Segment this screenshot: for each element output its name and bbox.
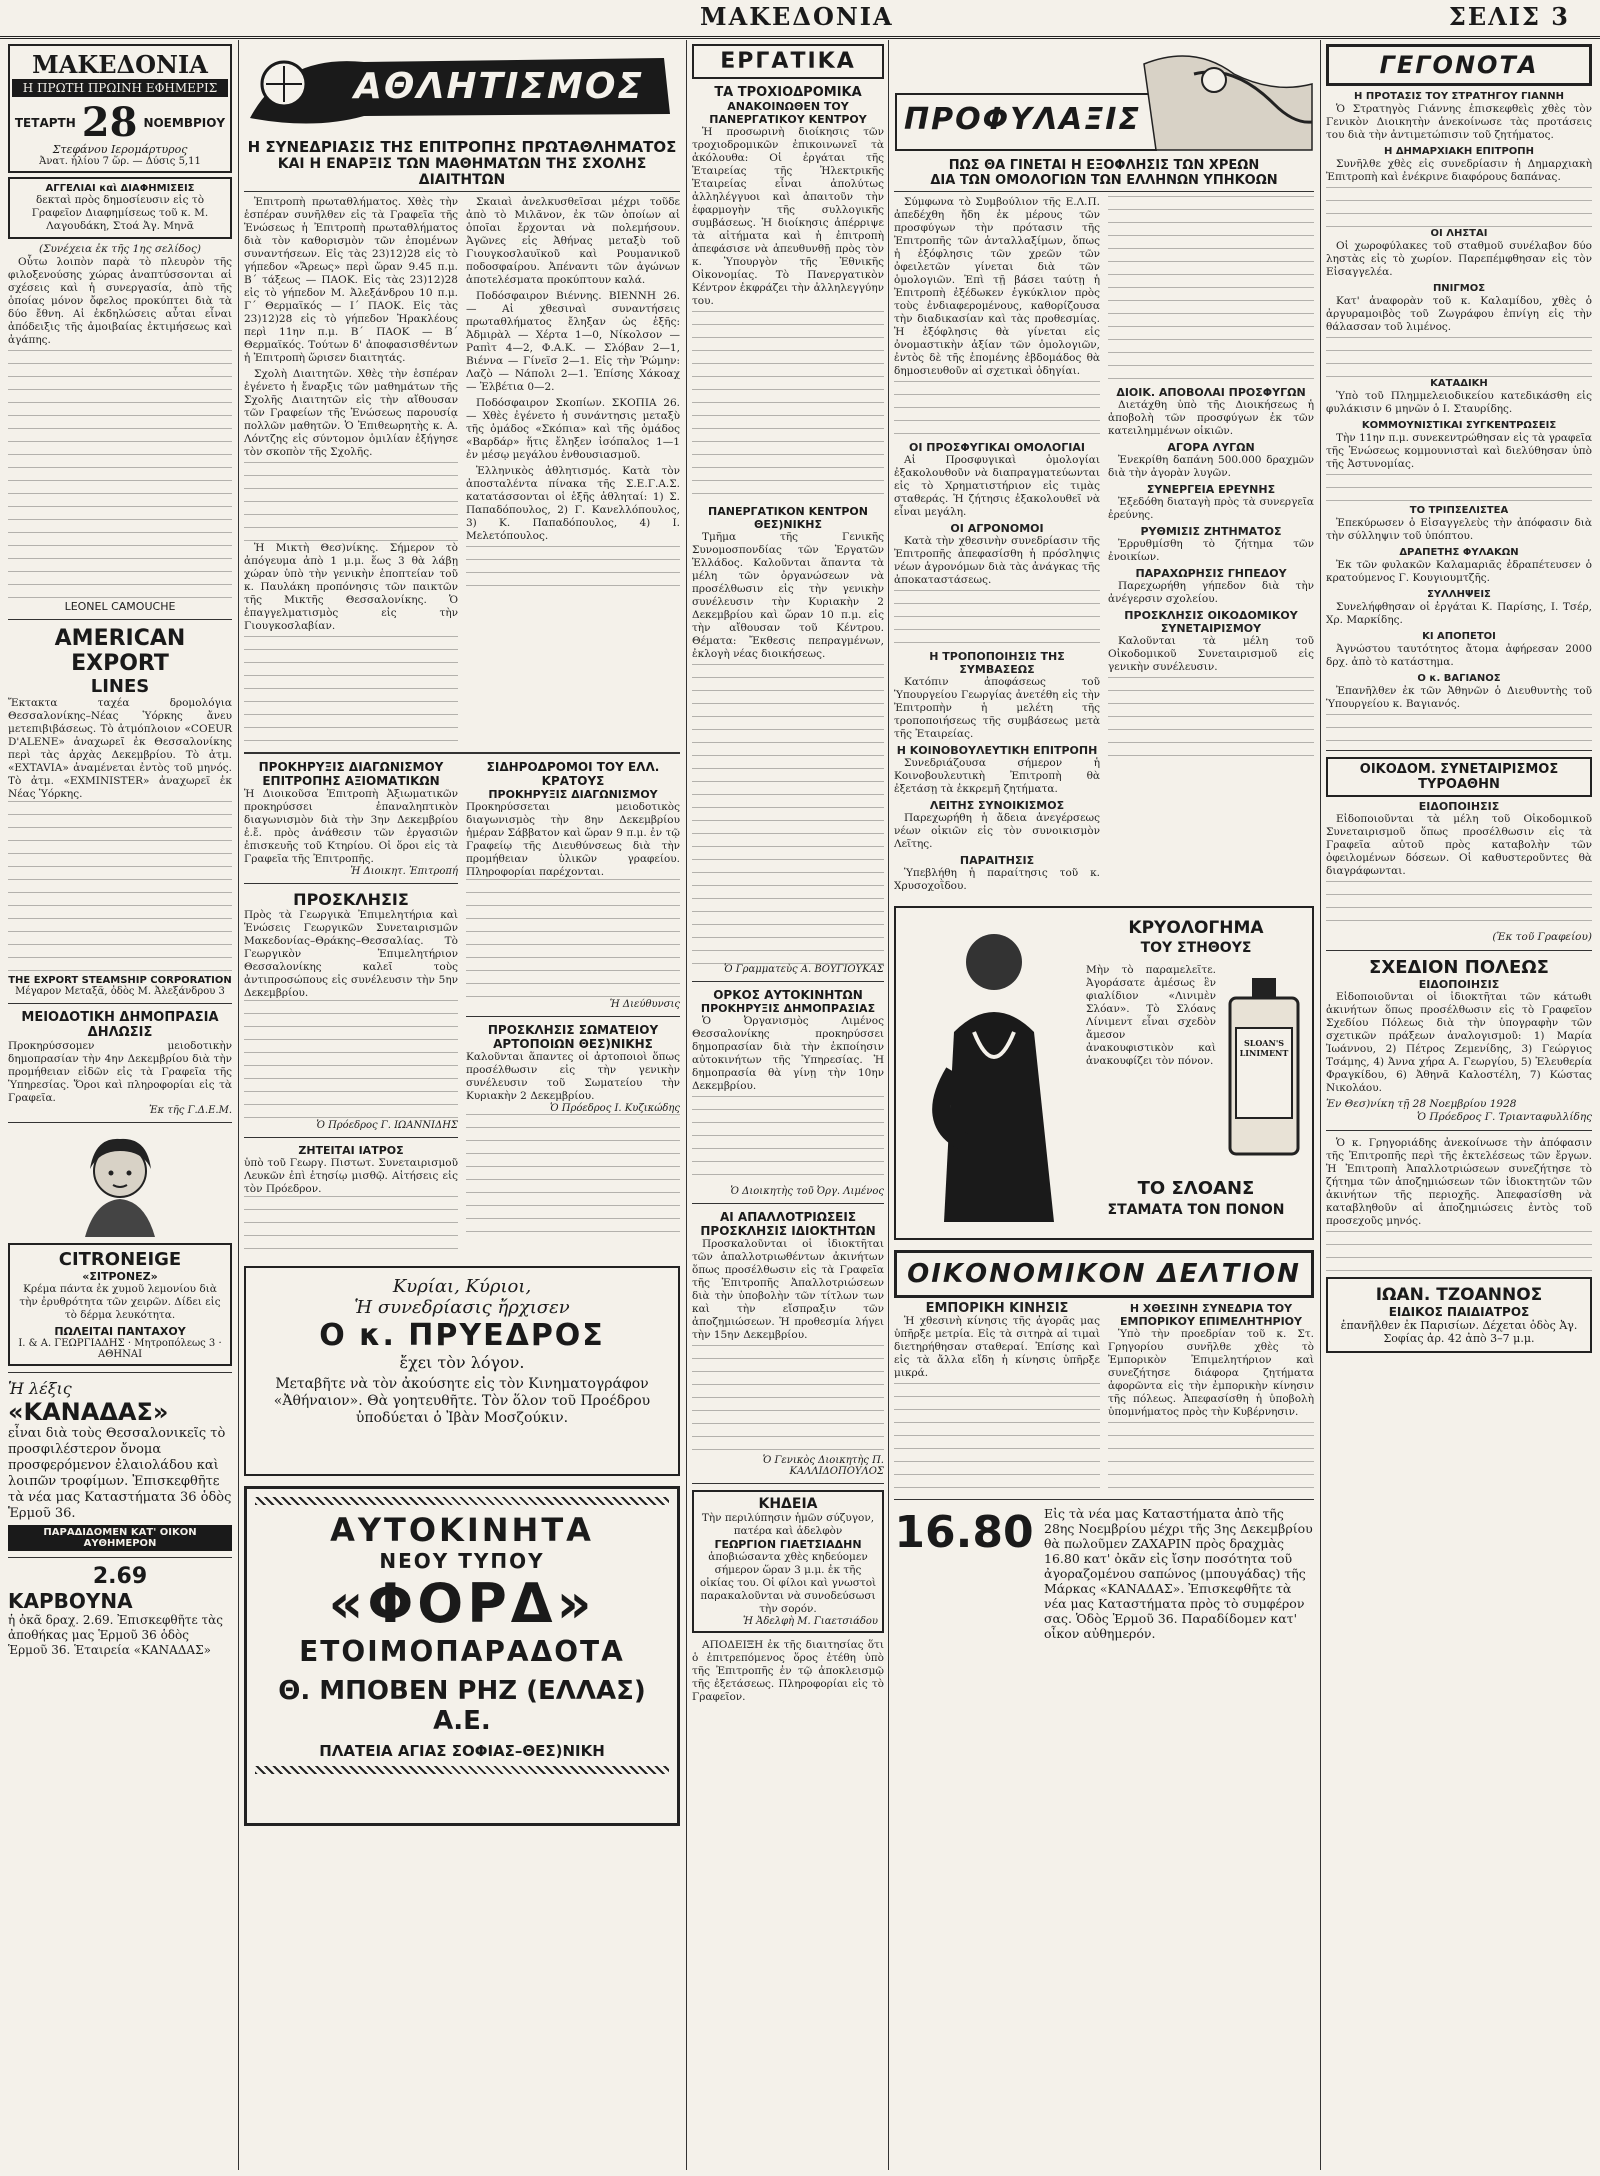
sloan-bottle-label: SLOAN'S LINIMENT: [1239, 1038, 1289, 1058]
youth-body-5: Συνεδριάζουσα σήμερον ἡ Κοινοβουλευτικὴ Ἐπιτροπὴ θὰ ἐξετάσῃ τὰ ἐκκρεμῆ ζητήματα.: [894, 757, 1100, 795]
events-h3: ΟΙ ΛΗΣΤΑΙ: [1430, 228, 1488, 239]
continued-body: Οὗτω λοιπὸν παρὰ τὸ πλευρὸν τῆς φιλοξενούσης χώρας ἀναπτύσσονται αἱ σχέσεις καὶ ἡ συνεργασία, ἀπὸ τῆς ὁποίας μόνον ὄφελος προκύπτει διὰ τὰ δύο ἔθνη. Αἱ ἐκδηλώσεις αὗται εἶναι ἀπόδειξις τῆς ἀμοιβαίας ἐκτιμήσεως καὶ ἀγάπης.: [8, 256, 232, 346]
lady-portrait-icon: [65, 1129, 175, 1239]
sports-article-1: Ἐπιτροπὴ πρωταθλήματος. Χθὲς τὴν ἑσπέραν συνῆλθεν εἰς τὰ Γραφεῖα τῆς Ἑνώσεως ἡ Ἐπιτροπὴ πρωταθλήματος διὰ τὸν καθορισμὸν τῶν ἑπομένων συναντήσεων. Εἰς τὰς 23)12)28 εἰς τὸ γήπεδον «Ἄρεως» περὶ ὥραν 9.45 π.μ. Β΄ τάξεως — ΠΑΟΚ. Εἰς τὰς 23)12)28 εἰς τὸ γήπεδον Μ. Ἀλεξάνδρου 10 π.μ. Γ΄ Θερμαϊκός — Ι΄ ΠΑΟΚ. Εἰς τὰς 23)12)28 εἰς τὸ γήπεδον Ἠρακλέους περὶ 11ην π.μ. Β΄ ΠΑΟΚ — Β΄ Θερμαϊκός. Τούτων δ' ἀποφασισθέντων ἡ Ἐπιτροπὴ ὥρισεν διαιτητάς.: [244, 196, 458, 364]
american-export-ad: [8, 626, 232, 997]
funeral-notice: [692, 1490, 884, 1633]
youth-body: Σύμφωνα τὸ Συμβούλιον τῆς Ε.Λ.Π. ἀπεδέχθη ἤδη ἐκ μέρους τῶν προσφύγων τὴν πρότασιν τῆς Ἐπιτροπῆς τῶν ἀνταλλαξίμων, ὅπως ἡ ἐξόφλησις τῶν χρεῶν τῶν ὀφειλετῶν γίνεται διὰ τῶν ὁμολογιῶν. Ἐπὶ τῇ βάσει ταύτῃ ἡ Ἐπιτροπὴ ἐξέδωκεν ἐγκύκλιον πρὸς τοὺς ἐνδιαφερομένους, καθορίζουσα τὴν διαδικασίαν καὶ τὰς προθεσμίας. Ἡ ἐξόφλησις θὰ γίνεται εἰς ὀνομαστικὴν ἀξίαν τῶν ὁμολογιῶν, ἐντὸς δὲ τῆς ἑπομένης ἑβδομάδος θὰ δημοσιευθοῦν αἱ σχετικαὶ ὁδηγίαι.: [894, 196, 1100, 377]
ford-ad: [244, 1486, 680, 1826]
zaxari-body: Εἰς τὰ νέα μας Καταστήματα ἀπὸ τῆς 28ης Νοεμβρίου μέχρι τῆς 3ης Δεκεμβρίου θὰ πωλοῦμεν ΖΑΧΑΡΙΝ πρὸς δραχμὰς 16.80 κατ' ὀκᾶν εἰς ἴσην ποσότητα τοῦ ἀγοραζομένου σαπώνος (μπουγάδας) τῆς Μάρκας «ΚΑΝΑΔΑΣ». Ἐπισκεφθῆτε τὰ νέα μας Καταστήματα πρὸς τὸ συμφέρον σας. Ὁδὸς Ἑρμοῦ 36. Παραδίδομεν κατ' οἶκον αὐθημερόν.: [1044, 1506, 1313, 1641]
page-header: [0, 0, 1600, 39]
builders-h1: ΕΙΔΟΠΟΙΗΣΙΣ: [1418, 800, 1500, 813]
events-b2: Συνῆλθε χθὲς εἰς συνεδρίασιν ἡ Δημαρχιακὴ Ἐπιτροπὴ καὶ ἐνέκρινε διαφόρους δαπάνας.: [1326, 158, 1592, 183]
column-labor: [692, 44, 884, 1707]
funeral-name: ΓΕΩΡΓΙΟΝ ΓΙΑΕΤΣΙΑΔΗΝ: [714, 1538, 862, 1551]
continued-head: (Συνέχεια ἐκ τῆς 1ης σελίδος): [38, 243, 202, 255]
pruearos-line2: Ἡ συνεδρίασις ἤρχισεν: [354, 1297, 570, 1318]
tzoannos-title: ΕΙΔΙΚΟΣ ΠΑΙΔΙΑΤΡΟΣ: [1388, 1305, 1530, 1319]
youth-colb-h4: ΡΥΘΜΙΣΙΣ ΖΗΤΗΜΑΤΟΣ: [1140, 525, 1282, 538]
events-h11: Ο κ. ΒΑΓΙΑΝΟΣ: [1417, 673, 1501, 684]
cars-sign: Ὁ Διοικητὴς τοῦ Ὀργ. Λιμένος: [730, 1186, 884, 1197]
youth-h3: ΟΙ ΠΡΟΣΦΥΓΙΚΑΙ ΟΜΟΛΟΓΙΑΙ: [908, 441, 1085, 454]
youth-h6: Η ΚΟΙΝΟΒΟΥΛΕΥΤΙΚΗ ΕΠΙΤΡΟΠΗ: [896, 744, 1098, 757]
reclining-figure-icon: [894, 44, 1314, 154]
sports-banner: [244, 44, 680, 130]
auction-sign: Ἐκ τῆς Γ.Δ.Ε.Μ.: [149, 1105, 232, 1116]
youth-h1: ΠΩΣ ΘΑ ΓΙΝΕΤΑΙ Η ΕΞΟΦΛΗΣΙΣ ΤΩΝ ΧΡΕΩΝ: [948, 158, 1260, 173]
zaxari-price: 16.80: [894, 1507, 1034, 1558]
sports-headline-2: ΚΑΙ Η ΕΝΑΡΞΙΣ ΤΩΝ ΜΑΘΗΜΑΤΩΝ ΤΗΣ ΣΧΟΛΗΣ ΔΙΑΙΤΗΤΩΝ: [244, 156, 680, 192]
plan-b1: Εἰδοποιοῦνται οἱ ἰδιοκτῆται τῶν κάτωθι ἀκινήτων ὅπως προσέλθωσιν εἰς τὸ Γραφεῖον Σχεδίου Πόλεως διὰ τὴν ὑπογραφὴν τῶν σχετικῶν πράξεων ἀναλογισμοῦ: 1) Μαρία Ἰωάννου, 2) Πέτρος Ζεμενίδης, 3) Γεώργιος Τσάμης, 4) Ἀννα χήρα Α. Γεωργίου, 5) Ἐλευθερία Φραγκίδου, 6) Ἀθηνᾶ Καλοστέλη, 7) Κώστας Νικολάου.: [1326, 991, 1592, 1094]
column-sports: [244, 44, 680, 1826]
sports-banner-title: ΑΘΛΗΤΙΣΜΟΣ: [354, 66, 645, 107]
american-agent: THE EXPORT STEAMSHIP CORPORATION: [8, 975, 232, 986]
american-sub: LINES: [90, 676, 150, 697]
economy-h2: Η ΧΘΕΣΙΝΗ ΣΥΝΕΔΡΙΑ ΤΟΥ ΕΜΠΟΡΙΚΟΥ ΕΠΙΜΕΛΗΤΗΡΙΟΥ: [1119, 1302, 1302, 1328]
masthead-date: 28: [81, 99, 138, 146]
expropriation-sign: Ὁ Γενικὸς Διοικητὴς Π. ΚΑΛΛΙΔΟΠΟΥΛΟΣ: [762, 1455, 884, 1477]
youth-body-7: Ὑπεβλήθη ἡ παραίτησις τοῦ κ. Χρυσοχοῒδου.: [894, 867, 1100, 892]
masthead-subtitle: Η ΠΡΩΤΗ ΠΡΩΙΝΗ ΕΦΗΜΕΡΙΣ: [12, 79, 228, 97]
events-h9: ΣΥΛΛΗΨΕΙΣ: [1427, 589, 1491, 600]
labor-h3: ΠΑΝΕΡΓΑΤΙΚΟΝ ΚΕΝΤΡΟΝ ΘΕΣ)ΝΙΚΗΣ: [708, 505, 868, 531]
sloan-body: Μὴν τὸ παραμελεῖτε. Ἀγοράσατε ἀμέσως ἓν φιαλίδιον «Λινιμὲν Σλόαν». Τὸ Σλόανς Λίνιμεντ εἶναι σχεδὸν ἄμεσον ἀνακουφιστικὸν καὶ ἀνακουφίζει τὸν πόνον.: [1086, 964, 1216, 1067]
railway-body: Προκηρύσσεται μειοδοτικὸς διαγωνισμὸς τὴν 8ην Δεκεμβρίου ἡμέραν Σάββατον καὶ ὥραν 9 π.μ. ἐν τῷ Γραφείῳ τῆς Διευθύνσεως διὰ τὴν προμήθειαν ὑλικῶν γραφείου. Πληροφορίαι παρέχονται.: [466, 801, 680, 878]
youth-body-4: Κατόπιν ἀποφάσεως τοῦ Ὑπουργείου Γεωργίας ἀνετέθη εἰς τὴν Ἐπιτροπὴν ἡ μελέτη τῆς τροποποιήσεως τῆς συμβάσεως μετὰ τῆς Ἐταιρείας.: [894, 676, 1100, 740]
coal-ad: [8, 1564, 232, 1658]
tzoannos-name: ΙΩΑΝ. ΤΖΟΑΝΝΟΣ: [1375, 1285, 1543, 1305]
auction-title: ΜΕΙΟΔΟΤΙΚΗ ΔΗΜΟΠΡΑΣΙΑ: [21, 1010, 219, 1025]
labor-h2: ΑΝΑΚΟΙΝΩΘΕΝ ΤΟΥ ΠΑΝΕΡΓΑΤΙΚΟΥ ΚΕΝΤΡΟΥ: [709, 100, 867, 126]
invitations-title: ΠΡΟΣΚΛΗΣΙΣ: [293, 890, 409, 909]
man-figure-icon: [904, 922, 1074, 1222]
funeral-body: Τὴν περιλύπησιν ἡμῶν σύζυγον, πατέρα καὶ ἀδελφὸν: [701, 1512, 875, 1537]
bakers-sign: Ὁ Πρόεδρος Ι. Κυζικώδης: [550, 1103, 680, 1114]
events-b10: Ἀγνώστου ταυτότητος ἄτομα ἀφήρεσαν 2000 δρχ. ἀπὸ τὸ κατάστημα.: [1326, 643, 1592, 668]
events-b4: Κατ' ἀναφορὰν τοῦ κ. Καλαμίδου, χθὲς ὁ ἀργυραμοιβὸς τοῦ Ζωγράφου ἐπνίγη εἰς τὴν θάλασσαν τοῦ λιμένος.: [1326, 295, 1592, 333]
expropriation-h1: ΑΙ ΑΠΑΛΛΟΤΡΙΩΣΕΙΣ: [719, 1210, 857, 1224]
labor-banner: [692, 44, 884, 79]
youth-h7: ΛΕΙΤΗΣ ΣΥΝΟΙΚΙΣΜΟΣ: [929, 799, 1065, 812]
citroneige-addr: Ι. & Α. ΓΕΩΡΓΙΑΔΗΣ · Μητροπόλεως 3 · ΑΘΗΝΑΙ: [18, 1338, 222, 1360]
masthead: [8, 44, 232, 173]
auction-notice: [8, 1010, 232, 1116]
events-b9: Συνελήφθησαν οἱ ἐργάται Κ. Παρίσης, Ι. Τσέρ, Χρ. Μαρκίδης.: [1326, 601, 1592, 626]
tenders-body: Ἡ Διοικοῦσα Ἐπιτροπὴ Ἀξιωματικῶν προκηρύσσει ἐπαναληπτικὸν διαγωνισμὸν διὰ τὴν 3ην Δεκεμβρίου ἐ.ἔ. πρὸς ἀνάθεσιν τῶν ἐργασιῶν ἐπισκευῆς τοῦ Κτηρίου. Οἱ ὅροι εἰς τὰ Γραφεῖα τῆς Ἐπιτροπῆς.: [244, 788, 458, 865]
coal-body: ἡ ὀκᾶ δραχ. 2.69. Ἐπισκεφθῆτε τὰς ἀποθήκας μας Ἑρμοῦ 36 ὁδὸς Ἑρμοῦ 36. Ἑταιρεία «ΚΑΝΑΔΑΣ»: [8, 1613, 223, 1657]
pruearos-body: Μεταβῆτε νὰ τὸν ἀκούσητε εἰς τὸν Κινηματογράφον «Ἀθήναιον». Θὰ γοητευθῆτε. Τὸν ὅλον τοῦ Προέδρου ὑποδύεται ὁ Ἰβὰν Μοσζούκιν.: [273, 1376, 651, 1426]
continued-sign: LEONEL CAMOUCHE: [64, 600, 176, 613]
events-b7: Ἐπεκύρωσεν ὁ Εἰσαγγελεὺς τὴν ἀπόφασιν διὰ τὴν σύλληψιν τοῦ ὑπόπτου.: [1326, 517, 1592, 542]
column-left: [8, 44, 232, 1658]
liniment-bottle-icon: [1222, 978, 1306, 1158]
sports-headline: Η ΣΥΝΕΔΡΙΑΣΙΣ ΤΗΣ ΕΠΙΤΡΟΠΗΣ ΠΡΩΤΑΘΛΗΜΑΤΟΣ: [247, 138, 677, 156]
pruearos-line1: Κυρίαι, Κύριοι,: [392, 1276, 532, 1297]
paper-name: ΜΑΚΕΔΟΝΙΑ: [700, 2, 894, 31]
economy-h1: ΕΜΠΟΡΙΚΗ ΚΙΝΗΣΙΣ: [925, 1301, 1069, 1316]
labor-sign: Ὁ Γραμματεὺς Α. ΒΟΥΓΙΟΥΚΑΣ: [723, 964, 884, 975]
citroneige-ad: [8, 1129, 232, 1366]
economy-banner-title: ΟΙΚΟΝΟΜΙΚΟΝ ΔΕΛΤΙΟΝ: [907, 1259, 1301, 1289]
cars-body: Ὁ Ὀργανισμὸς Λιμένος Θεσσαλονίκης προκηρύσσει δημοπρασίαν διὰ τὴν ἐκποίησιν αὐτοκινήτων τῆς Ὑπηρεσίας. Ἡ δημοπρασία θὰ γίνῃ τὴν 10ην Δεκεμβρίου.: [692, 1015, 884, 1092]
railway-sign: Ἡ Διεύθυνσις: [609, 999, 680, 1010]
notices-right: [466, 760, 680, 1256]
coal-word: ΚΑΡΒΟΥΝΑ: [8, 1589, 133, 1613]
youth-banner-title: ΠΡΟΦΥΛΑΞΙΣ: [904, 102, 1141, 137]
events-b6: Τὴν 11ην π.μ. συνεκεντρώθησαν εἰς τὰ γραφεῖα τῆς Ἑνώσεως κομμουνισταὶ καὶ διελύθησαν ὑπὸ τῆς Ἀστυνομίας.: [1326, 432, 1592, 470]
funeral-body-2: ἀποβιώσαντα χθὲς κηδεύομεν σήμερον ὥραν 3 μ.μ. ἐκ τῆς οἰκίας του. Οἱ φίλοι καὶ γνωστοὶ παρακαλοῦνται νὰ συνοδεύσωσι τὴν σορόν.: [699, 1551, 877, 1615]
plan-h1: ΕΙΔΟΠΟΙΗΣΙΣ: [1418, 978, 1500, 991]
plan-sign: Ὁ Πρόεδρος Γ. Τριανταφυλλίδης: [1417, 1111, 1592, 1123]
plan-title: ΣΧΕΔΙΟΝ ΠΟΛΕΩΣ: [1369, 957, 1549, 978]
masthead-saint: Στεφάνου Ιερομάρτυρος: [52, 143, 188, 156]
ford-line1: ΑΥΤΟΚΙΝΗΤΑ: [330, 1511, 594, 1549]
youth-colb-h5: ΠΑΡΑΧΩΡΗΣΙΣ ΓΗΠΕΔΟΥ: [1135, 567, 1287, 580]
sports-article-5: Ποδόσφαιρον Βιέννης. ΒΙΕΝΝΗ 26. — Αἱ χθεσιναὶ συναντήσεις πρωταθλήματος ἔληξαν ὡς ἑξῆς: Ἀδμιρὰλ — Χέρτα 1—0, Νίκολσον — Ραπὶτ 4—2, Φ.Α.Κ. — Σλόβαν 2—1, Βιέννα — Γίνεϊσ 2—1. Εἰς τὴν Ῥώμην: Λαζὸ — Νάπολι 2—1. Ἐπίσης Χάκοαχ — Ἐλβέτια 0—2.: [466, 290, 680, 393]
sloan-name: ΤΟ ΣΛΟΑΝΣ: [1137, 1178, 1255, 1199]
events-banner: [1326, 44, 1592, 86]
builders-banner-title: ΟΙΚΟΔΟΜ. ΣΥΝΕΤΑΙΡΙΣΜΟΣ ΤΥΡΟΑΘΗΝ: [1359, 762, 1559, 792]
zaxari-ad: [894, 1506, 1314, 1641]
kanadas-intro: Ἡ λέξις: [8, 1379, 72, 1398]
sports-article-2: Σχολὴ Διαιτητῶν. Χθὲς τὴν ἑσπέραν ἐγένετο ἡ ἔναρξις τῶν μαθημάτων τῆς Σχολῆς Διαιτητῶν εἰς τὴν αἴθουσαν τῶν Γραφείων τῆς Ἑνώσεως παρουσίᾳ πολλῶν μαθητῶν. Ὁ Ἐπιθεωρητὴς κ. Α. Λόντζης εἰς σύντομον ὁμιλίαν ἐξήγησε τὸν σκοπὸν τῆς Σχολῆς.: [244, 368, 458, 458]
youth-body-6: Παρεχωρήθη ἡ ἄδεια ἀνεγέρσεως νέων οἰκιῶν εἰς τὸν συνοικισμὸν Λεῖτης.: [894, 812, 1100, 850]
auction-body: Προκηρύσσομεν μειοδοτικὴν δημοπρασίαν τὴν 4ην Δεκεμβρίου διὰ τὴν προμήθειαν εἰδῶν εἰς τὰ Γραφεῖα τῆς Ὑπηρεσίας. Ὅροι καὶ πληροφορίαι εἰς τὰ Γραφεῖα.: [8, 1040, 232, 1104]
youth-colb-b5: Παρεχωρήθη γήπεδον διὰ τὴν ἀνέγερσιν σχολείου.: [1108, 580, 1314, 605]
ford-line3: ΕΤΟΙΜΟΠΑΡΑΔΟΤΑ: [299, 1635, 625, 1668]
notices-left: [244, 760, 458, 1256]
pruearos-name: Ο κ. ΠΡΥΕΔΡΟΣ: [319, 1318, 605, 1353]
events-b5: Ὑπὸ τοῦ Πλημμελειοδικείου κατεδικάσθη εἰς φυλάκισιν 6 μηνῶν ὁ Ι. Σταυρίδης.: [1326, 390, 1592, 415]
events-h8: ΔΡΑΠΕΤΗΣ ΦΥΛΑΚΩΝ: [1399, 547, 1519, 558]
classifieds-box: [8, 177, 232, 239]
economy-body-1: Ἡ χθεσινὴ κίνησις τῆς ἀγορᾶς μας ὑπῆρξε μετρία. Εἰς τὰ σιτηρὰ αἱ τιμαὶ διετηρήθησαν σταθεραί. Ἐπίσης καὶ εἰς τὰ ἄλλα εἴδη ἡ κίνησις ὑπῆρξε μικρά.: [894, 1315, 1100, 1379]
sloan-h2: ΤΟΥ ΣΤΗΘΟΥΣ: [1140, 940, 1252, 956]
events-b1: Ὁ Στρατηγὸς Γιάννης ἐπισκεφθεὶς χθὲς τὸν Γενικὸν Διοικητὴν ἀνεκοίνωσε τὰς προτάσεις του διὰ τὴν ἀντιμετώπισιν τοῦ ζητήματος.: [1326, 103, 1592, 141]
masthead-title: ΜΑΚΕΔΟΝΙΑ: [32, 50, 208, 79]
labor-body-2: Τμῆμα τῆς Γενικῆς Συνομοσπονδίας τῶν Ἐργατῶν Ἑλλάδος. Καλοῦνται ἅπαντα τὰ μέλη τῶν ὀργανώσεων νὰ προσέλθωσιν εἰς τὴν γενικὴν συνέλευσιν τὴν Κυριακὴν 2 Δεκεμβρίου καὶ ὥραν 10 π.μ. εἰς τὴν αἴθουσαν τοῦ Κέντρου. Θέματα: Ἔκθεσις πεπραγμένων, ἐκλογὴ νέας διοικήσεως.: [692, 531, 884, 660]
youth-colb-h6: ΠΡΟΣΚΛΗΣΙΣ ΟΙΚΟΔΟΜΙΚΟΥ ΣΥΝΕΤΑΙΡΙΣΜΟΥ: [1124, 609, 1298, 635]
youth-colb-h3: ΣΥΝΕΡΓΕΙΑ ΕΡΕΥΝΗΣ: [1146, 483, 1276, 496]
kanadas-foot: ΠΑΡΑΔΙΔΟΜΕΝ ΚΑΤ' ΟΙΚΟΝ ΑΥΘΗΜΕΡΟΝ: [8, 1525, 232, 1551]
youth-body-2: Αἱ Προσφυγικαὶ ὁμολογίαι ἐξακολουθοῦν νὰ διαπραγματεύωνται εἰς τὸ Χρηματιστήριον εἰς τιμὰς σταθεράς. Ἡ ζήτησις ἐξακολουθεῖ νὰ εἶναι μεγάλη.: [894, 454, 1100, 518]
citroneige-body: Κρέμα πάντα ἐκ χυμοῦ λεμονίου διὰ τὴν ἐρυθρότητα τῶν χειρῶν. Δίδει εἰς τὸ δέρμα λευκότητα.: [19, 1283, 221, 1321]
youth-body-3: Κατὰ τὴν χθεσινὴν συνεδρίασιν τῆς Ἐπιτροπῆς ἀπεφασίσθη ἡ πρόσληψις νέων ἀγρονόμων διὰ τὰς ἀνάγκας τῆς ἀποκαταστάσεως.: [894, 535, 1100, 586]
ford-addr: ΠΛΑΤΕΙΑ ΑΓΙΑΣ ΣΟΦΙΑΣ–ΘΕΣ)ΝΙΚΗ: [319, 1742, 605, 1760]
youth-colb-h1: ΔΙΟΙΚ. ΑΠΟΒΟΛΑΙ ΠΡΟΣΦΥΓΩΝ: [1116, 386, 1306, 399]
youth-h2: ΔΙΑ ΤΩΝ ΟΜΟΛΟΓΙΩΝ ΤΩΝ ΕΛΛΗΝΩΝ ΥΠΗΚΟΩΝ: [894, 173, 1314, 192]
youth-colb-b6: Καλοῦνται τὰ μέλη τοῦ Οἰκοδομικοῦ Συνεταιρισμοῦ εἰς γενικὴν συνέλευσιν.: [1108, 635, 1314, 673]
cars-h1: ΟΡΚΟΣ ΑΥΤΟΚΙΝΗΤΩΝ: [713, 988, 863, 1002]
masthead-month: ΝΟΕΜΒΡΙΟΥ: [143, 116, 226, 130]
masthead-sun: Ἀνατ. ἡλίου 7 ὥρ. — Δύσις 5,11: [39, 156, 201, 167]
tzoannos-ad: [1326, 1277, 1592, 1353]
tenders-sign: Ἡ Διοικητ. Ἐπιτροπή: [350, 866, 458, 877]
events-h6: ΚΟΜΜΟΥΝΙΣΤΙΚΑΙ ΣΥΓΚΕΝΤΡΩΣΕΙΣ: [1361, 420, 1557, 431]
sports-article-3: Ἡ Μικτὴ Θεσ)νίκης. Σήμερον τὸ ἀπόγευμα ἀπὸ 1 μ.μ. ἕως 3 θὰ λάβῃ χώραν ὑπὸ τὴν γενικὴν ἐποπτείαν τοῦ κ. Παυλάκη προπόνησις τῶν παικτῶν τῆς Μικτῆς Θεσσαλονίκης. Ὁ ἐπαγγελματισμὸς εἰς τὴν Γιουγκοσλαβίαν.: [244, 542, 458, 632]
events-b11: Ἐπανῆλθεν ἐκ τῶν Ἀθηνῶν ὁ Διευθυντὴς τοῦ Ὑπουργείου κ. Βαγιανός.: [1326, 685, 1592, 710]
cars-h2: ΠΡΟΚΗΡΥΞΙΣ ΔΗΜΟΠΡΑΣΙΑΣ: [700, 1002, 876, 1015]
sloan-h1: ΚΡΥΟΛΟΓΗΜΑ: [1128, 918, 1264, 938]
doctor-body: ὑπὸ τοῦ Γεωργ. Πιστωτ. Συνεταιρισμοῦ Λευκῶν ἐπὶ ἐτησίῳ μισθῷ. Αἰτήσεις εἰς τὸν Πρόεδρον.: [244, 1157, 458, 1195]
american-addr: Μέγαρον Μεταξᾶ, ὁδὸς Μ. Ἀλεξάνδρου 3: [15, 986, 225, 997]
youth-colb-b3: Ἐξεδόθη διαταγὴ πρὸς τὰ συνεργεῖα ἐρεύνης.: [1108, 496, 1314, 521]
kanadas-body: εἶναι διὰ τοὺς Θεσσαλονικεῖς τὸ προσφιλέστερον ὄνομα προσφερόμενον ἐλαιολάδου καὶ λοιπῶν τροφίμων. Ἐπισκεφθῆτε τὰ νέα μας Καταστήματα 36 ὁδὸς Ἑρμοῦ 36.: [8, 1426, 232, 1521]
citroneige-sub: «ΣΙΤΡΟΝΕΖ»: [82, 1270, 158, 1283]
events-h1: Η ΠΡΟΤΑΣΙΣ ΤΟΥ ΣΤΡΑΤΗΓΟΥ ΓΙΑΝΝΗ: [1354, 91, 1564, 102]
citroneige-agent: ΠΩΛΕΙΤΑΙ ΠΑΝΤΑΧΟΥ: [54, 1325, 186, 1338]
doctor-title: ΖΗΤΕΙΤΑΙ ΙΑΤΡΟΣ: [298, 1144, 404, 1157]
kanadas-word: «ΚΑΝΑΔΑΣ»: [8, 1398, 169, 1426]
ford-dealer: Θ. ΜΠΟΒΕΝ ΡΗΖ (ΕΛΛΑΣ) Α.Ε.: [278, 1676, 646, 1736]
youth-colb-b2: Ἐνεκρίθη δαπάνη 500.000 δραχμῶν διὰ τὴν ἀγορὰν λυγῶν.: [1108, 454, 1314, 479]
pruearos-ad: [244, 1266, 680, 1476]
events-h5: ΚΑΤΑΔΙΚΗ: [1430, 378, 1488, 389]
sports-article-7: Ἑλληνικὸς ἀθλητισμός. Κατὰ τὸν ἀποσταλέντα πίνακα τῆς Σ.Ε.Γ.Α.Σ. κατατάσσονται οἱ ἑξῆς ἀθληταί: 1) Σ. Παπαδόπουλος, 2) Γ. Κανελλόπουλος, 3) Κ. Παπαδόπουλος, 4) Ι. Μελετόπουλος.: [466, 465, 680, 542]
plan-b2: Ὁ κ. Γρηγοριάδης ἀνεκοίνωσε τὴν ἀπόφασιν τῆς Ἐπιτροπῆς περὶ τῆς ἐκτελέσεως τῶν ἔργων. Ἡ Ἐπιτροπὴ Ἀπαλλοτριώσεων συνεζήτησε τὸ ζήτημα τῶν ἀποζημιώσεων τῶν ἰδιοκτητῶν τῶν ἀκινήτων τῆς περιοχῆς. Ἀπεφασίσθη νὰ καταβληθοῦν αἱ ἀποζημιώσεις ἐντὸς τοῦ προσεχοῦς μηνός.: [1326, 1137, 1592, 1227]
events-h2: Η ΔΗΜΑΡΧΙΑΚΗ ΕΠΙΤΡΟΠΗ: [1383, 146, 1535, 157]
bakers-body: Καλοῦνται ἅπαντες οἱ ἀρτοποιοὶ ὅπως προσέλθωσιν εἰς τὴν γενικὴν συνέλευσιν τοῦ Σωματείου τὴν Κυριακὴν 2 Δεκεμβρίου.: [466, 1051, 680, 1102]
masthead-day: ΤΕΤΑΡΤΗ: [14, 116, 76, 130]
ford-line2: ΝΕΟΥ ΤΥΠΟΥ: [379, 1549, 545, 1573]
youth-h8: ΠΑΡΑΙΤΗΣΙΣ: [959, 854, 1035, 867]
youth-colb-b1: Διετάχθη ὑπὸ τῆς Διοικήσεως ἡ ἀποβολὴ τῶν προσφύγων ἐκ τῶν κατειλημμένων οἰκιῶν.: [1108, 399, 1314, 437]
builders-banner: [1326, 757, 1592, 797]
sports-article-4: Σκαιαὶ ἀνελκυσθεῖσαι μέχρι τοῦδε ἀπὸ τὸ Μιλᾶνον, ἐκ τῶν ὁποίων αἱ ὁποῖαι ἔρχονται νὰ πολεμήσουν. Ἀγῶνες εἰς Ἀθήνας μεταξὺ τοῦ Γιουγκοσλαυϊκοῦ καὶ Ρουμανικοῦ ποδοσφαίρου. Ἀπέναντι τῶν ἀγώνων ἀποτελέσματα προκύπτουν καλά.: [466, 196, 680, 286]
pruearos-line3: ἔχει τὸν λόγον.: [399, 1353, 525, 1372]
labor-body: Ἡ προσωρινὴ διοίκησις τῶν τροχιοδρομικῶν ἐπικοινωνεῖ τὰ ἀκόλουθα: Οἱ ἐργάται τῆς Ἑταιρείας τῆς Ἠλεκτρικῆς Ἑταιρείας εἶναι ἀπολύτως ἀλληλέγγυοι καὶ ἀπαιτοῦν τὴν ἐφαρμογὴν τῆς συλλογικῆς συμβάσεως. Ἡ διοίκησις ἀπέρριψε τὰ αἰτήματα καὶ ἡ ἐπιτροπὴ ἀπεφάσισε νὰ ἀπευθυνθῇ πρὸς τὸν κ. Ὑπουργὸν τῆς Ἐθνικῆς Οἰκονομίας. Τὸ Πανεργατικὸν Κέντρον ἐκφράζει τὴν ἀλληλεγγύην του.: [692, 126, 884, 307]
events-b8: Ἐκ τῶν φυλακῶν Καλαμαριᾶς ἐδραπέτευσεν ὁ κρατούμενος Γ. Κουγιουμτζῆς.: [1326, 559, 1592, 584]
bakers-title: ΠΡΟΣΚΛΗΣΙΣ ΣΩΜΑΤΕΙΟΥ ΑΡΤΟΠΟΙΩΝ ΘΕΣ)ΝΙΚΗΣ: [487, 1023, 659, 1051]
railway-sub: ΠΡΟΚΗΡΥΞΙΣ ΔΙΑΓΩΝΙΣΜΟΥ: [488, 788, 658, 801]
tzoannos-body: ἐπανῆλθεν ἐκ Παρισίων. Δέχεται ὁδὸς Ἀγ. Σοφίας ἀρ. 42 ἀπὸ 3–7 μ.μ.: [1340, 1319, 1578, 1345]
continued-article: [8, 243, 232, 613]
events-h4: ΠΝΙΓΜΟΣ: [1432, 283, 1486, 294]
sloan-tag: ΣΤΑΜΑΤΑ ΤΟΝ ΠΟΝΟΝ: [1107, 1202, 1285, 1218]
acquittal-body: ΑΠΟΔΕΙΞΗ ἐκ τῆς διαιτησίας ὅτι ὁ ἐπιτρεπόμενος ὅρος ἐτέθη ὑπὸ τῆς Ἐπιτροπῆς ἐν τῷ ἀποκλεισμῷ τῆς ἐξετάσεως. Πληροφορίαι εἰς τὸ Γραφεῖον.: [692, 1639, 884, 1703]
expropriation-body: Προσκαλοῦνται οἱ ἰδιοκτῆται τῶν ἀπαλλοτριωθέντων ἀκινήτων ὅπως προσέλθωσιν εἰς τὰ Γραφεῖα τῆς Ἐπιτροπῆς Ἀπαλλοτριώσεων διὰ τὴν ὑποβολὴν τῶν τίτλων των καὶ τὴν εἴσπραξιν τῶν ἀποζημιώσεων. Ἡ προθεσμία λήγει τὴν 15ην Δεκεμβρίου.: [692, 1238, 884, 1341]
column-events: [1326, 44, 1592, 1353]
sports-article-6: Ποδόσφαιρον Σκοπίων. ΣΚΟΠΙΑ 26. — Χθὲς ἐγένετο ἡ συνάντησις μεταξὺ τῆς ὁμάδος «Σκόπια» καὶ τῆς ὁμάδος «Βαρδάρ» ἥτις ἔληξεν ἰσόπαλος 1—1 ἐν μέσῳ μεγάλου ἐνθουσιασμοῦ.: [466, 397, 680, 461]
classifieds-body: δεκταὶ πρὸς δημοσίευσιν εἰς τὸ Γραφεῖον Διαφημίσεως τοῦ κ. Μ. Λαγουδάκη, Στοά Ἀγ. Μηνᾶ: [31, 194, 209, 232]
page-number: ΣΕΛΙΣ 3: [1448, 2, 1570, 31]
citroneige-title: CITRONEIGE: [58, 1249, 182, 1270]
events-h7: ΤΟ ΤΡΙΠΣΕΛΙΣΤΕΑ: [1409, 505, 1509, 516]
labor-banner-title: ΕΡΓΑΤΙΚΑ: [720, 49, 856, 74]
youth-banner: [894, 44, 1314, 154]
builders-b1: Εἰδοποιοῦνται τὰ μέλη τοῦ Οἰκοδομικοῦ Συνεταιρισμοῦ ὅπως προσέλθωσιν εἰς τὰ Γραφεῖα αὐτοῦ πρὸς καταβολὴν τῶν ὀφειλομένων δόσεων. Οἱ καθυστεροῦντες θὰ διαγράφωνται.: [1326, 813, 1592, 877]
events-banner-title: ΓΕΓΟΝΟΤΑ: [1379, 51, 1539, 79]
kanadas-ad: [8, 1379, 232, 1551]
builders-sign: (Ἐκ τοῦ Γραφείου): [1492, 931, 1592, 943]
funeral-sign: Ἡ Ἀδελφὴ Μ. Γιαετσιάδου: [743, 1616, 878, 1627]
american-body: Ἔκτακτα ταχέα δρομολόγια Θεσσαλονίκης–Νέας Ὑόρκης ἄνευ μετεπιβιβάσεως. Τὸ ἀτμόπλοιον «COEUR D'ALENE» ἀναχωρεῖ ἐκ Θεσσαλονίκης περὶ τὰς ἀρχὰς Δεκεμβρίου. Τὸ ἀτμ. «EXTAVIA» ἀναμένεται ἐντὸς τοῦ μηνός. Τὸ ἀτμ. «EXMINISTER» ἀναχωρεῖ ἐκ Νέας Ὑόρκης.: [8, 697, 232, 800]
funeral-title: ΚΗΔΕΙΑ: [758, 1496, 818, 1512]
coal-price: 2.69: [92, 1564, 148, 1589]
youth-colb-b4: Ἐρρυθμίσθη τὸ ζήτημα τῶν ἐνοικίων.: [1108, 538, 1314, 563]
invitations-sign: Ὁ Πρόεδρος Γ. ΙΩΑΝΝΙΔΗΣ: [316, 1120, 458, 1131]
plan-date: Ἐν Θεσ)νίκη τῇ 28 Νοεμβρίου 1928: [1326, 1098, 1517, 1110]
youth-h4: ΟΙ ΑΓΡΟΝΟΜΟΙ: [950, 522, 1044, 535]
classifieds-head: ΑΓΓΕΛΙΑΙ καὶ ΔΙΑΦΗΜΙΣΕΙΣ: [45, 183, 195, 194]
tenders-title: ΠΡΟΚΗΡΥΞΙΣ ΔΙΑΓΩΝΙΣΜΟΥ ΕΠΙΤΡΟΠΗΣ ΑΞΙΟΜΑΤΙΚΩΝ: [258, 760, 444, 788]
railway-title: ΣΙΔΗΡΟΔΡΟΜΟΙ ΤΟΥ ΕΛΛ. ΚΡΑΤΟΥΣ: [486, 760, 660, 788]
american-title: AMERICAN EXPORT: [54, 626, 186, 676]
economy-banner: [894, 1250, 1314, 1298]
expropriation-h2: ΠΡΟΣΚΛΗΣΙΣ ΙΔΙΟΚΤΗΤΩΝ: [700, 1224, 876, 1238]
economy-body-2: Ὑπὸ τὴν προεδρίαν τοῦ κ. Στ. Γρηγορίου συνῆλθε χθὲς τὸ Ἐμπορικὸν Ἐπιμελητήριον καὶ συνεζήτησε διάφορα ζητήματα ἀφορῶντα εἰς τὴν ἐμπορικὴν κίνησιν τῆς πόλεως. Ἀπεφασίσθη ἡ ὑποβολὴ ὑπομνήματος πρὸς τὴν Κυβέρνησιν.: [1108, 1328, 1314, 1418]
column-refugees: [894, 44, 1314, 1641]
events-h10: ΚΙ ΑΠΟΠΕΤΟΙ: [1422, 631, 1496, 642]
auction-sub: ΔΗΛΩΣΙΣ: [87, 1025, 153, 1040]
invitations-body: Πρὸς τὰ Γεωργικὰ Ἐπιμελητήρια καὶ Ἑνώσεις Γεωργικῶν Συνεταιρισμῶν Μακεδονίας–Θράκης–Θεσσαλίας. Τὸ Γεωργικὸν Ἐπιμελητήριον Θεσσαλονίκης καλεῖ τοὺς ἀντιπροσώπους εἰς συνέλευσιν τὴν 5ην Δεκεμβρίου.: [244, 909, 458, 999]
ford-name: «ΦΟΡΔ»: [328, 1572, 596, 1635]
events-b3: Οἱ χωροφύλακες τοῦ σταθμοῦ συνέλαβον δύο ληστὰς εἰς τὸ χωρίον. Παρεπέμφθησαν εἰς τὸν Εἰσαγγελέα.: [1326, 240, 1592, 278]
sloan-ad: [894, 906, 1314, 1240]
labor-h1: ΤΑ ΤΡΟΧΙΟΔΡΟΜΙΚΑ: [714, 85, 862, 100]
youth-h5: Η ΤΡΟΠΟΠΟΙΗΣΙΣ ΤΗΣ ΣΥΜΒΑΣΕΩΣ: [929, 650, 1065, 676]
youth-colb-h2: ΑΓΟΡΑ ΛΥΓΩΝ: [1167, 441, 1255, 454]
